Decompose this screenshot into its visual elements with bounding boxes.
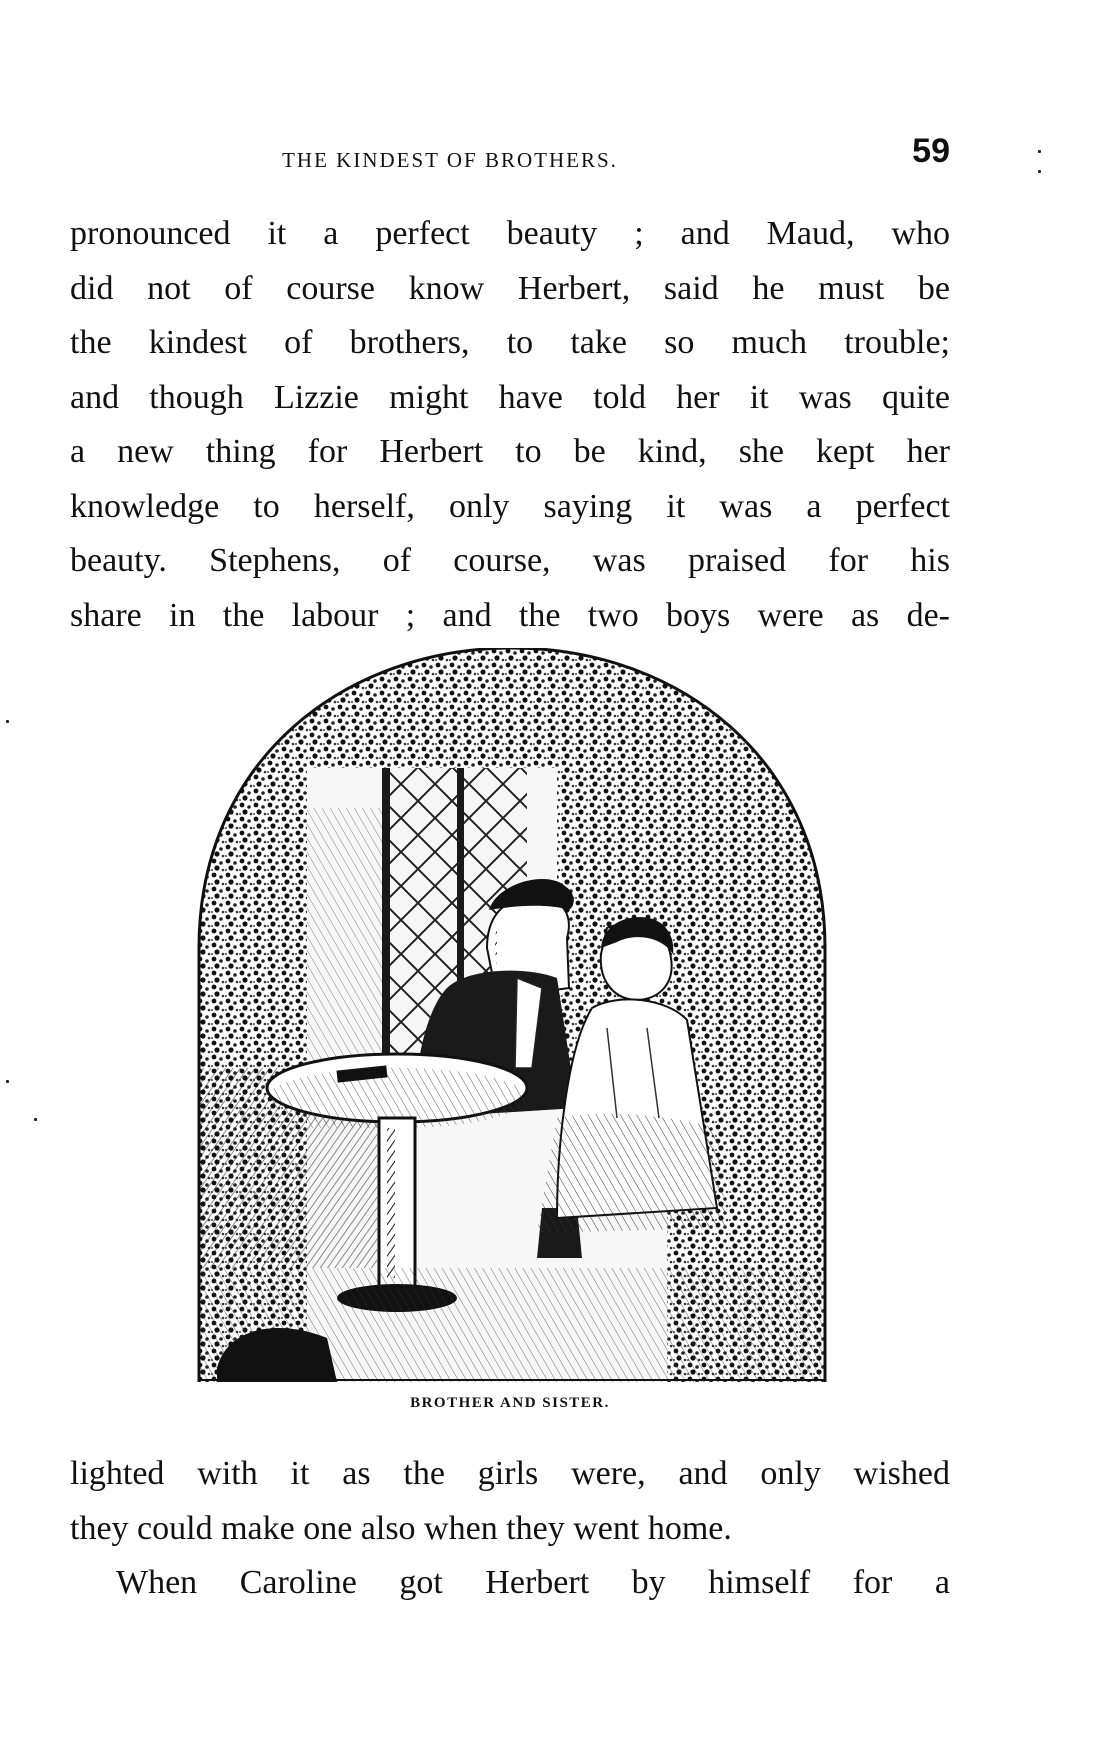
text-line: and though Lizzie might have told her it was quite bbox=[70, 378, 950, 416]
scan-speck bbox=[1038, 170, 1041, 173]
scan-speck bbox=[6, 1080, 9, 1083]
text-line: did not of course know Herbert, said he must be bbox=[70, 269, 950, 307]
illustration-caption: BROTHER AND SISTER. bbox=[410, 1395, 610, 1411]
engraving-illustration bbox=[197, 648, 827, 1382]
text-line: beauty. Stephens, of course, was praised for his bbox=[70, 542, 950, 579]
page-number: 59 bbox=[912, 132, 950, 170]
text-line: they could make one also when they went home. bbox=[70, 1509, 732, 1547]
paragraph-top bbox=[70, 207, 950, 643]
paragraph-bottom bbox=[70, 1447, 950, 1611]
text-line: the kindest of brothers, to take so much trouble; bbox=[70, 324, 950, 361]
engraving-art bbox=[197, 648, 827, 1382]
text-line: a new thing for Herbert to be kind, she kept her bbox=[70, 433, 950, 470]
scan-speck bbox=[34, 1118, 37, 1121]
text-line: pronounced it a perfect beauty ; and Maud, who bbox=[70, 215, 950, 252]
text-line: share in the labour ; and the two boys were as de- bbox=[70, 596, 950, 634]
text-line: lighted with it as the girls were, and only wished bbox=[70, 1455, 950, 1492]
running-title: THE KINDEST OF BROTHERS. bbox=[282, 148, 618, 172]
scan-speck bbox=[6, 720, 9, 723]
running-head bbox=[70, 132, 950, 190]
text-line: knowledge to herself, only saying it was a perfect bbox=[70, 487, 950, 525]
text-line: When Caroline got Herbert by himself for a bbox=[116, 1564, 950, 1601]
scan-speck bbox=[1038, 150, 1041, 153]
